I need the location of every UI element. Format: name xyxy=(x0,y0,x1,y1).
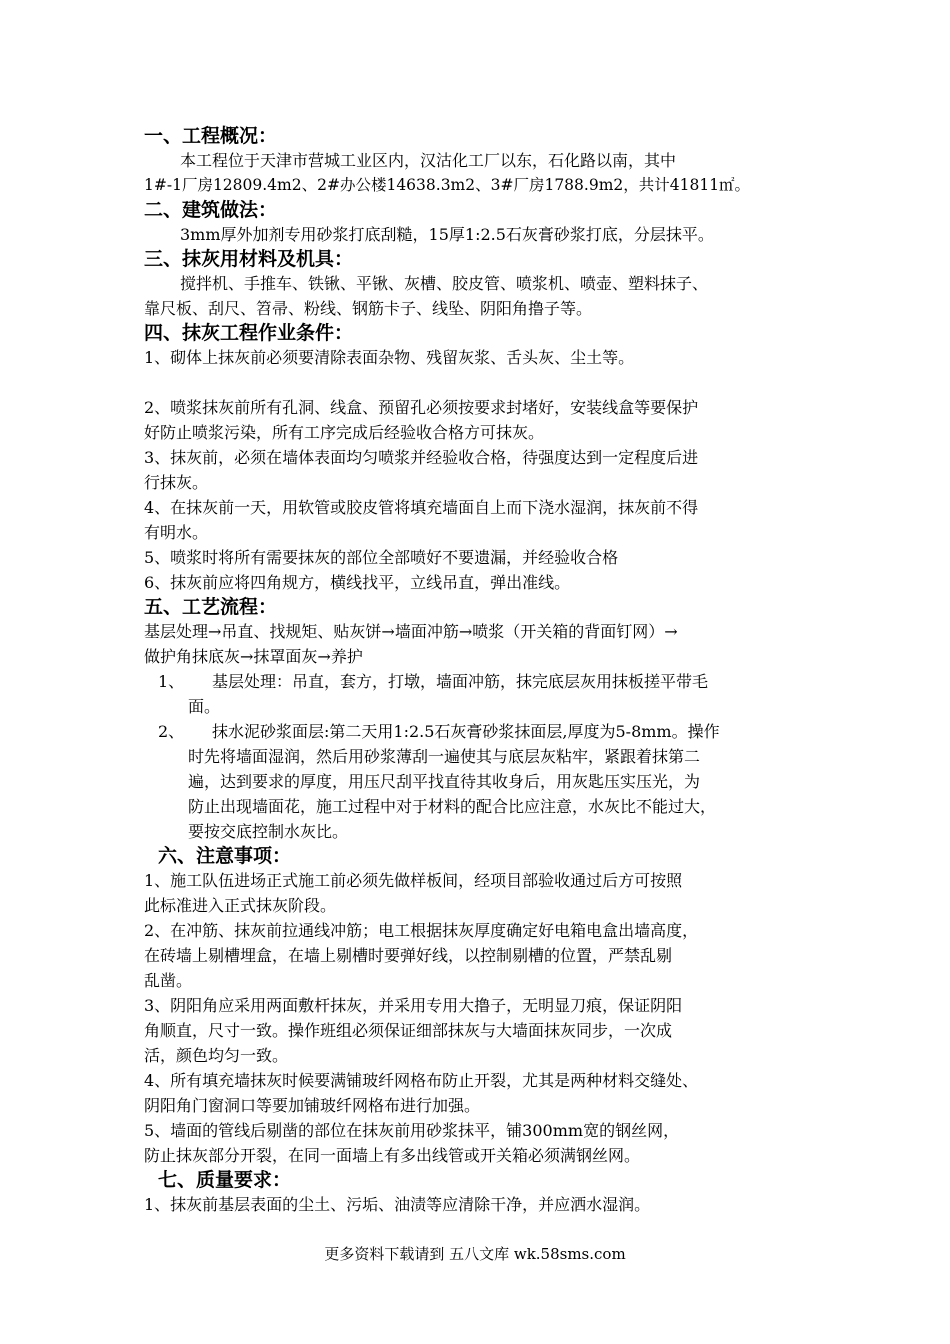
section-6-line: 防止抹灰部分开裂，在同一面墙上有多出线管或开关箱必须满钢丝网。 xyxy=(144,1146,641,1165)
section-1-title: 一、工程概况： xyxy=(144,125,278,147)
section-5-line: 做护角抹底灰→抹罩面灰→养护 xyxy=(144,647,363,666)
section-6-line: 此标准进入正式抹灰阶段。 xyxy=(144,896,337,915)
section-6-line: 活，颜色均匀一致。 xyxy=(144,1046,289,1065)
process-item-number: 2、 xyxy=(158,722,185,741)
section-4-line: 好防止喷浆污染，所有工序完成后经验收合格方可抹灰。 xyxy=(144,423,545,442)
process-item-line: 面。 xyxy=(188,697,221,716)
section-6-line: 4、所有填充墙抹灰时候要满铺玻纤网格布防止开裂，尤其是两种材料交缝处、 xyxy=(144,1071,699,1090)
document-body xyxy=(144,124,816,1217)
section-6-title: 六、注意事项： xyxy=(158,845,292,867)
process-item xyxy=(144,719,816,844)
process-item-number: 1、 xyxy=(158,672,185,691)
process-item-line: 遍，达到要求的厚度，用压尺刮平找直待其收身后，用灰匙压实压光，为 xyxy=(188,772,701,791)
section-5-title: 五、工艺流程： xyxy=(144,596,278,618)
process-item-line: 基层处理：吊直，套方，打墩，墙面冲筋，抹完底层灰用抹板搓平带毛 xyxy=(212,672,709,691)
section-6-line: 在砖墙上剔槽埋盒，在墙上剔槽时要弹好线，以控制剔槽的位置，严禁乱剔 xyxy=(144,946,673,965)
section-6-line: 乱凿。 xyxy=(144,971,193,990)
section-4-line: 3、抹灰前，必须在墙体表面均匀喷浆并经验收合格，待强度达到一定程度后进 xyxy=(144,448,699,467)
section-4-line: 有明水。 xyxy=(144,523,209,542)
section-1-line: 本工程位于天津市营城工业区内，汉沽化工厂以东，石化路以南，其中 xyxy=(180,151,677,170)
section-4-title: 四、抹灰工程作业条件： xyxy=(144,322,354,344)
section-4-line: 5、喷浆时将所有需要抹灰的部位全部喷好不要遗漏，并经验收合格 xyxy=(144,548,619,567)
section-7-line: 1、抹灰前基层表面的尘土、污垢、油渍等应清除干净，并应洒水湿润。 xyxy=(144,1195,651,1214)
section-3-title: 三、抹灰用材料及机具： xyxy=(144,248,354,270)
section-5-line: 基层处理→吊直、找规矩、贴灰饼→墙面冲筋→喷浆（开关箱的背面钉网）→ xyxy=(144,622,678,641)
section-2-line: 3mm厚外加剂专用砂浆打底刮糙，15厚1:2.5石灰膏砂浆打底，分层抹平。 xyxy=(180,225,714,244)
process-item xyxy=(144,669,816,719)
process-item-line: 时先将墙面湿润，然后用砂浆薄刮一遍使其与底层灰粘牢，紧跟着抹第二 xyxy=(188,747,701,766)
section-6-line: 角顺直，尺寸一致。操作班组必须保证细部抹灰与大墙面抹灰同步，一次成 xyxy=(144,1021,673,1040)
footer-text: 更多资料下载请到 五八文库 wk.58sms.com xyxy=(324,1245,626,1263)
process-item-line: 要按交底控制水灰比。 xyxy=(188,822,349,841)
section-6-line: 阴阳角门窗洞口等要加铺玻纤网格布进行加强。 xyxy=(144,1096,481,1115)
section-4-line: 4、在抹灰前一天，用软管或胶皮管将填充墙面自上而下浇水湿润，抹灰前不得 xyxy=(144,498,699,517)
section-6-line: 1、施工队伍进场正式施工前必须先做样板间，经项目部验收通过后方可按照 xyxy=(144,871,683,890)
section-6-line: 3、阴阳角应采用两面敷杆抹灰，并采用专用大撸子，无明显刀痕，保证阴阳 xyxy=(144,996,683,1015)
section-4-line: 6、抹灰前应将四角规方，横线找平，立线吊直，弹出准线。 xyxy=(144,573,571,592)
process-item-line: 抹水泥砂浆面层:第二天用1:2.5石灰膏砂浆抹面层,厚度为5-8mm。操作 xyxy=(212,722,720,741)
section-2-title: 二、建筑做法： xyxy=(144,199,278,221)
section-6-line: 2、在冲筋、抹灰前拉通线冲筋；电工根据抹灰厚度确定好电箱电盒出墙高度， xyxy=(144,921,699,940)
section-4-line: 2、喷浆抹灰前所有孔洞、线盒、预留孔必须按要求封堵好，安装线盒等要保护 xyxy=(144,398,699,417)
section-1-line: 1#-1厂房12809.4m2、2#办公楼14638.3m2、3#厂房1788.9m2，共计41811㎡。 xyxy=(144,176,751,194)
process-item-line: 防止出现墙面花，施工过程中对于材料的配合比应注意，水灰比不能过大， xyxy=(188,797,717,816)
section-3-line: 靠尺板、刮尺、笤帚、粉线、钢筋卡子、线坠、阴阳角撸子等。 xyxy=(144,299,593,318)
section-4-line: 行抹灰。 xyxy=(144,473,209,492)
blank-line xyxy=(144,370,816,395)
section-6-line: 5、墙面的管线后剔凿的部位在抹灰前用砂浆抹平，铺300mm宽的钢丝网， xyxy=(144,1121,680,1140)
section-7-title: 七、质量要求： xyxy=(158,1169,292,1191)
section-3-line: 搅拌机、手推车、铁锹、平锹、灰槽、胶皮管、喷浆机、喷壶、塑料抹子、 xyxy=(180,274,709,293)
section-4-line: 1、砌体上抹灰前必须要清除表面杂物、残留灰浆、舌头灰、尘土等。 xyxy=(144,348,635,367)
